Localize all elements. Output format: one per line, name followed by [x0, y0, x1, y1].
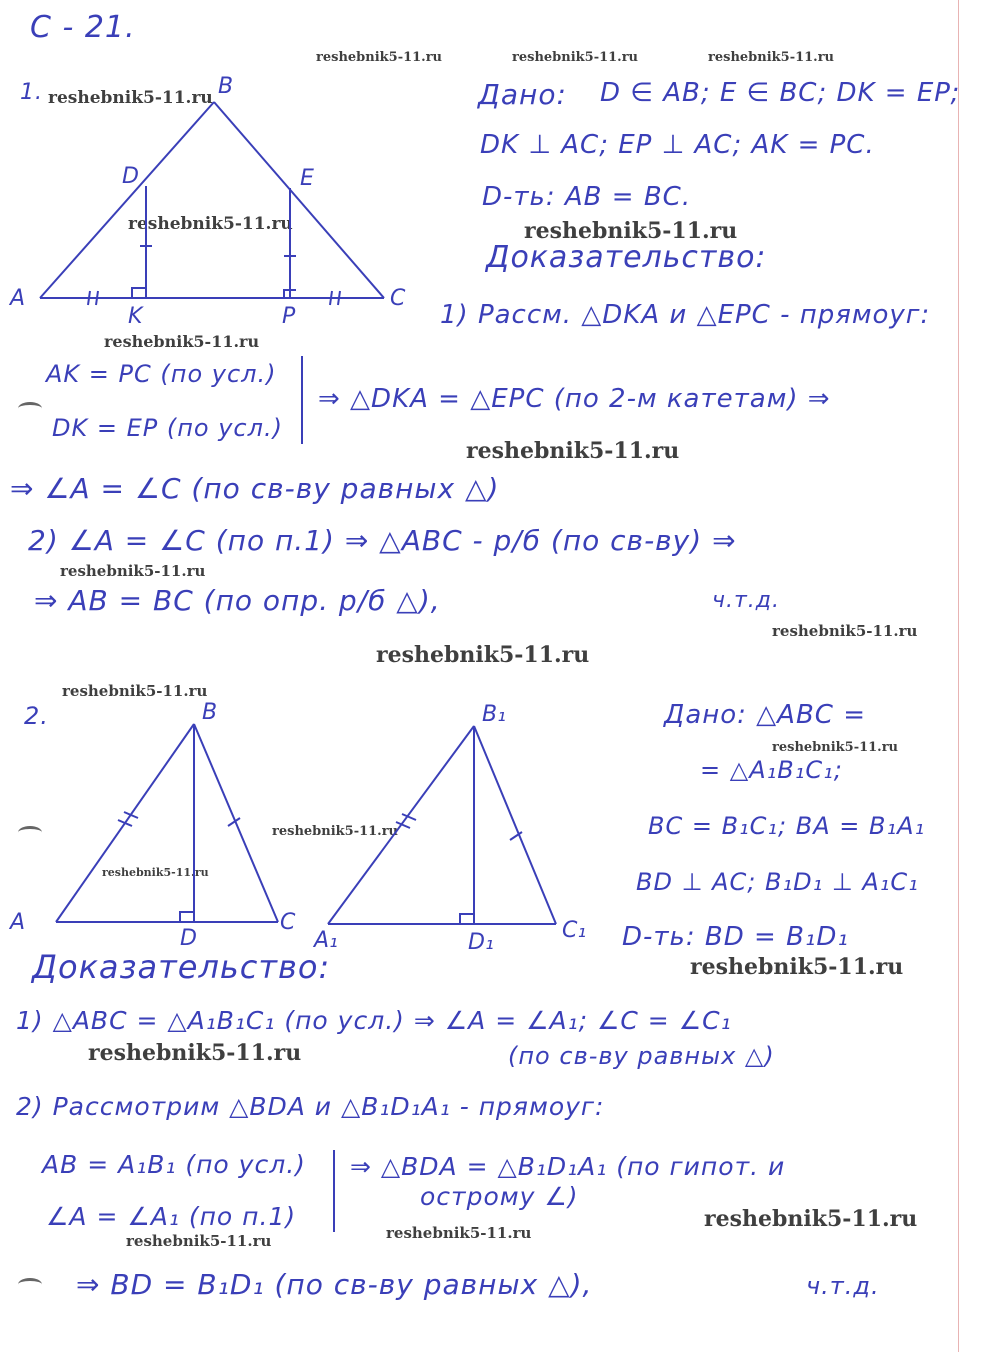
tick-mark [330, 291, 332, 305]
watermark: reshebnik5-11.ru [128, 214, 293, 234]
brace-line-text: AB = A₁B₁ (по усл.) [42, 1150, 306, 1179]
vertex-label-b: B [218, 74, 234, 99]
vertex-label-b: B [202, 700, 218, 725]
vertex-label-d: D [122, 164, 139, 189]
proof-step: 1) △ABC = △A₁B₁C₁ (по усл.) ⇒ ∠A = ∠A₁; ∠C = ∠C₁ [16, 1006, 732, 1035]
vertex-label-p: P [282, 304, 296, 329]
proof-conclusion: ⇒ ∠A = ∠C (по св-ву равных △) [10, 472, 500, 505]
watermark: reshebnik5-11.ru [272, 824, 399, 839]
given-line: BD ⊥ AC; B₁D₁ ⊥ A₁C₁ [636, 868, 919, 896]
given-line: DK ⊥ AC; EP ⊥ AC; AK = PC. [480, 130, 875, 160]
watermark: reshebnik5-11.ru [104, 332, 260, 351]
watermark: reshebnik5-11.ru [62, 682, 208, 700]
brace-line-text: DK = EP (по усл.) [52, 414, 283, 442]
vertex-label-c: C [280, 910, 296, 935]
vertex-label-k: K [128, 304, 143, 329]
proof-step: 2) ∠A = ∠C (по п.1) ⇒ △ABC - р/б (по св-ву) ⇒ [28, 524, 737, 557]
watermark: reshebnik5-11.ru [48, 88, 213, 108]
watermark: reshebnik5-11.ru [708, 50, 835, 65]
proof-step: 1) Рассм. △DKA и △EPC - прямоуг: [440, 300, 931, 330]
right-angle-mark [460, 914, 474, 924]
watermark: reshebnik5-11.ru [772, 622, 918, 640]
watermark: reshebnik5-11.ru [512, 50, 639, 65]
vertex-label-d1: D₁ [468, 930, 494, 955]
watermark: reshebnik5-11.ru [60, 562, 206, 580]
brace-line-text: AK = PC (по усл.) [46, 360, 277, 388]
brace-line-text: ∠A = ∠A₁ (по п.1) [46, 1202, 297, 1231]
given-line: BC = B₁C₁; BA = B₁A₁ [648, 812, 926, 840]
proof-title: Доказательство: [486, 240, 767, 275]
side-bc [214, 102, 384, 298]
right-angle-mark [132, 288, 146, 298]
watermark: reshebnik5-11.ru [772, 740, 899, 755]
given-line: D ∈ AB; E ∈ BC; DK = EP; [600, 78, 961, 108]
qed-mark: ч.т.д. [712, 588, 781, 613]
proof-conclusion: ⇒ AB = BC (по опр. р/б △), [34, 584, 441, 617]
watermark: reshebnik5-11.ru [376, 642, 590, 668]
brace-result: ⇒ △DKA = △EPC (по 2-м катетам) ⇒ [318, 384, 831, 414]
tick-mark [338, 291, 340, 305]
vertex-label-a: A [10, 910, 26, 935]
given-line: = △A₁B₁C₁; [700, 756, 843, 784]
proof-title: Доказательство: [32, 948, 331, 986]
vertex-label-a: A [10, 286, 26, 311]
tick-mark [118, 820, 132, 826]
problem-2-number: 2. [24, 702, 49, 730]
triangle-a1b1c1-figure [328, 726, 556, 924]
watermark: reshebnik5-11.ru [102, 866, 209, 879]
watermark: reshebnik5-11.ru [690, 954, 904, 980]
vertex-label-b1: B₁ [482, 702, 506, 727]
watermark: reshebnik5-11.ru [386, 1224, 532, 1242]
problem-1-number: 1. [20, 80, 43, 105]
side-b1c1 [474, 726, 556, 924]
given-label: Дано: [478, 78, 567, 111]
right-angle-mark [180, 912, 194, 922]
brace-result: ⇒ △BDA = △B₁D₁A₁ (по гипот. и [350, 1152, 786, 1181]
prove-statement: D-ть: AB = BC. [482, 182, 692, 212]
page-title: С - 21. [30, 10, 136, 45]
tick-mark [96, 291, 98, 305]
vertex-label-a1: A₁ [314, 928, 338, 953]
vertex-label-d: D [180, 926, 197, 951]
triangle-abc-2-figure [56, 724, 278, 922]
side-bc [194, 724, 278, 922]
vertex-label-c1: C₁ [562, 918, 587, 943]
watermark: reshebnik5-11.ru [88, 1040, 302, 1066]
watermark: reshebnik5-11.ru [704, 1206, 918, 1232]
watermark: reshebnik5-11.ru [524, 218, 738, 244]
proof-step: 2) Рассмотрим △BDA и △B₁D₁A₁ - прямоуг: [16, 1092, 605, 1121]
prove-statement: D-ть: BD = B₁D₁ [622, 922, 849, 952]
brace-result: острому ∠) [420, 1182, 579, 1211]
proof-step-continuation: (по св-ву равных △) [508, 1042, 775, 1070]
triangle-abc-figure [40, 102, 384, 305]
watermark: reshebnik5-11.ru [316, 50, 443, 65]
vertex-label-c: C [390, 286, 406, 311]
side-ab [40, 102, 214, 298]
vertex-label-e: E [300, 166, 314, 191]
given-line: Дано: △ABC = [664, 700, 866, 730]
watermark: reshebnik5-11.ru [126, 1232, 272, 1250]
watermark: reshebnik5-11.ru [466, 438, 680, 464]
tick-mark [88, 291, 90, 305]
proof-conclusion: ⇒ BD = B₁D₁ (по св-ву равных △), [76, 1268, 593, 1301]
qed-mark: ч.т.д. [806, 1272, 880, 1300]
